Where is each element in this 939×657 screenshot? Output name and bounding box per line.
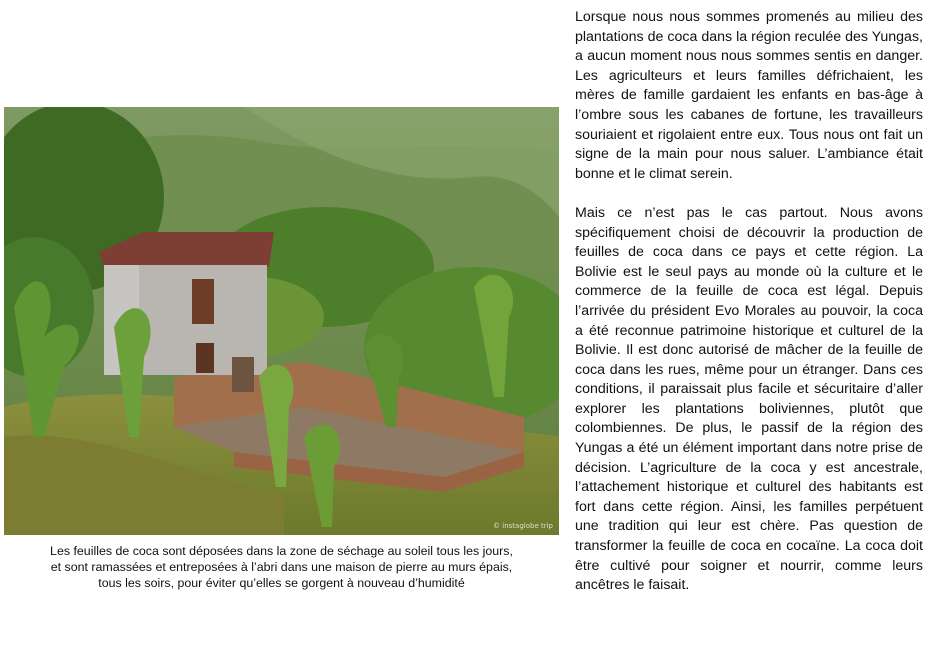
photo-watermark: © instaglobe trip [493, 522, 553, 530]
article-paragraph: Lorsque nous nous sommes promenés au milieu des plantations de coca dans la région reculée des Yungas, a aucun moment nous nous sommes sentis en danger. Les agriculteurs et leurs familles défrichaient, les mères de famille gardaient les enfants en bas-âge à l’ombre sous les cabanes de fortune, les travailleurs souriaient et rigolaient entre eux. Tous nous ont fait un signe de la main pour nous saluer. L’ambiance était bonne et le climat serein. [575, 9, 923, 182]
article-paragraph: Mais ce n’est pas le cas partout. Nous avons spécifiquement choisi de découvrir la production de feuilles de coca dans ce pays et cette région. La Bolivie est le seul pays au monde où la culture et le commerce de la feuille de coca est légal. Depuis l’arrivée du président Evo Morales au pouvoir, la coca a été reconnue patrimoine historique et culturel de la Bolivie. Il est donc autorisé de mâcher de la feuille de coca dans les rues, même pour un étranger. Dans ces conditions, il paraissait plus facile et sécuritaire d’aller explorer les plantations boliviennes, plutôt que colombiennes. De plus, le passif de la région des Yungas a été un élément important dans notre prise de décision. L’agriculture de la coca y est ancestrale, l’attachement historique et culturel des habitants est fort dans cette région. Ainsi, les familles perpétuent une tradition qui leur est chère. Pas question de transformer la feuille de coca en cocaïne. La coca doit être cultivé pour soigner et nourrir, comme leurs ancêtres le faisait. [575, 204, 923, 594]
article-text [575, 8, 923, 596]
photo-illustration [4, 107, 559, 535]
coca-drying-house-photo [4, 107, 559, 535]
caption-line: et sont ramassées et entreposées à l’abri dans une maison de pierre au murs épais, [50, 560, 513, 574]
photo-caption [4, 543, 559, 591]
caption-line: tous les soirs, pour éviter qu’elles se gorgent à nouveau d’humidité [98, 576, 465, 590]
caption-line: Les feuilles de coca sont déposées dans la zone de séchage au soleil tous les jours, [50, 544, 513, 558]
